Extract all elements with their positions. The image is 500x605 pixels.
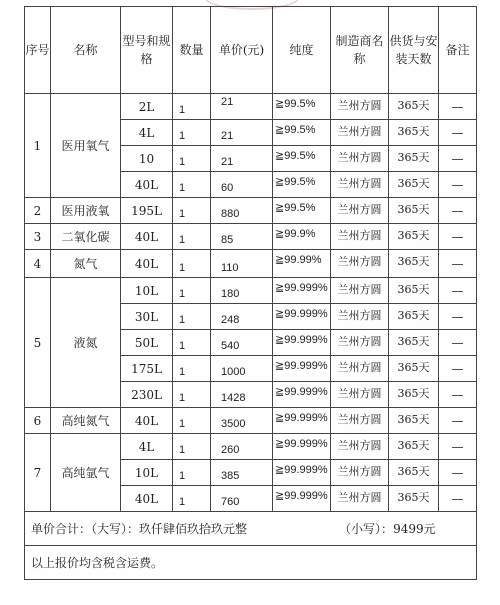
maker-cell: 兰州方圆 <box>331 304 389 330</box>
header-seq: 序号 <box>25 7 51 94</box>
maker-cell: 兰州方圆 <box>331 408 389 434</box>
maker-cell: 兰州方圆 <box>331 434 389 460</box>
note-cell: — <box>439 146 477 172</box>
total-big-value: 玖仟肆佰玖拾玖元整 <box>139 522 248 536</box>
maker-cell: 兰州方圆 <box>331 330 389 356</box>
purity-cell: ≧99.999% <box>273 356 331 382</box>
maker-cell: 兰州方圆 <box>331 146 389 172</box>
footnote-row <box>25 546 477 580</box>
days-cell: 365天 <box>389 224 439 250</box>
qty-cell: 1 <box>173 460 211 486</box>
spec-cell: 40L <box>121 172 173 198</box>
purity-cell: ≧99.99% <box>273 250 331 278</box>
days-cell: 365天 <box>389 330 439 356</box>
total-row <box>25 512 477 546</box>
days-cell: 365天 <box>389 250 439 278</box>
total-small-label: （小写）： <box>339 522 394 536</box>
header-name: 名称 <box>51 7 121 94</box>
qty-cell: 1 <box>173 408 211 434</box>
note-cell: — <box>439 94 477 120</box>
days-cell: 365天 <box>389 356 439 382</box>
days-cell: 365天 <box>389 382 439 408</box>
note-cell: — <box>439 330 477 356</box>
header-price: 单价(元) <box>211 7 273 94</box>
note-cell: — <box>439 250 477 278</box>
days-cell: 365天 <box>389 278 439 304</box>
qty-cell: 1 <box>173 278 211 304</box>
maker-cell: 兰州方圆 <box>331 198 389 224</box>
price-table <box>24 6 477 580</box>
days-cell: 365天 <box>389 146 439 172</box>
table-row <box>25 250 477 278</box>
spec-cell: 10L <box>121 278 173 304</box>
days-cell: 365天 <box>389 94 439 120</box>
spec-cell: 40L <box>121 224 173 250</box>
note-cell: — <box>439 408 477 434</box>
qty-cell: 1 <box>173 120 211 146</box>
qty-cell: 1 <box>173 172 211 198</box>
product-name-cell: 二氧化碳 <box>51 224 121 250</box>
note-cell: — <box>439 224 477 250</box>
maker-cell: 兰州方圆 <box>331 486 389 512</box>
footnote: 以上报价均含税含运费。 <box>25 546 477 580</box>
purity-cell: ≧99.5% <box>273 120 331 146</box>
purity-cell: ≧99.999% <box>273 434 331 460</box>
price-cell: 21 <box>211 146 273 172</box>
spec-cell: 40L <box>121 486 173 512</box>
maker-cell: 兰州方圆 <box>331 94 389 120</box>
purity-cell: ≧99.999% <box>273 330 331 356</box>
price-cell: 21 <box>211 94 273 120</box>
header-purity: 纯度 <box>273 7 331 94</box>
total-label: 单价合计： <box>31 522 92 536</box>
days-cell: 365天 <box>389 120 439 146</box>
spec-cell: 10 <box>121 146 173 172</box>
purity-cell: ≧99.999% <box>273 304 331 330</box>
total-big-label: （大写）： <box>91 522 140 536</box>
seq-cell: 1 <box>25 94 51 198</box>
purity-cell: ≧99.999% <box>273 278 331 304</box>
maker-cell: 兰州方圆 <box>331 382 389 408</box>
product-name-cell: 医用液氧 <box>51 198 121 224</box>
table-row <box>25 408 477 434</box>
qty-cell: 1 <box>173 382 211 408</box>
purity-cell: ≧99.999% <box>273 408 331 434</box>
qty-cell: 1 <box>173 486 211 512</box>
price-cell: 21 <box>211 120 273 146</box>
product-name-cell: 高纯氮气 <box>51 408 121 434</box>
header-maker: 制造商名称 <box>331 7 389 94</box>
price-cell: 880 <box>211 198 273 224</box>
price-cell: 3500 <box>211 408 273 434</box>
days-cell: 365天 <box>389 434 439 460</box>
maker-cell: 兰州方圆 <box>331 172 389 198</box>
purity-cell: ≧99.5% <box>273 172 331 198</box>
seq-cell: 5 <box>25 278 51 408</box>
table-row <box>25 434 477 460</box>
spec-cell: 10L <box>121 460 173 486</box>
price-cell: 760 <box>211 486 273 512</box>
spec-cell: 40L <box>121 250 173 278</box>
price-cell: 385 <box>211 460 273 486</box>
header-spec: 型号和规格 <box>121 7 173 94</box>
purity-cell: ≧99.5% <box>273 94 331 120</box>
spec-cell: 30L <box>121 304 173 330</box>
note-cell: — <box>439 172 477 198</box>
purity-cell: ≧99.5% <box>273 146 331 172</box>
header-qty: 数量 <box>173 7 211 94</box>
price-cell: 60 <box>211 172 273 198</box>
table-row <box>25 278 477 304</box>
spec-cell: 2L <box>121 94 173 120</box>
price-cell: 85 <box>211 224 273 250</box>
spec-cell: 4L <box>121 434 173 460</box>
qty-cell: 1 <box>173 356 211 382</box>
price-cell: 1428 <box>211 382 273 408</box>
product-name-cell: 医用氧气 <box>51 94 121 198</box>
qty-cell: 1 <box>173 434 211 460</box>
seq-cell: 2 <box>25 198 51 224</box>
header-days: 供货与安装天数 <box>389 7 439 94</box>
maker-cell: 兰州方圆 <box>331 356 389 382</box>
qty-cell: 1 <box>173 198 211 224</box>
note-cell: — <box>439 356 477 382</box>
table-row <box>25 94 477 120</box>
price-cell: 540 <box>211 330 273 356</box>
note-cell: — <box>439 460 477 486</box>
purity-cell: ≧99.999% <box>273 486 331 512</box>
qty-cell: 1 <box>173 94 211 120</box>
seq-cell: 3 <box>25 224 51 250</box>
seq-cell: 6 <box>25 408 51 434</box>
qty-cell: 1 <box>173 250 211 278</box>
product-name-cell: 液氮 <box>51 278 121 408</box>
price-cell: 110 <box>211 250 273 278</box>
header-row <box>25 7 477 94</box>
spec-cell: 230L <box>121 382 173 408</box>
price-cell: 260 <box>211 434 273 460</box>
days-cell: 365天 <box>389 172 439 198</box>
purity-cell: ≧99.5% <box>273 198 331 224</box>
days-cell: 365天 <box>389 408 439 434</box>
total-cell <box>25 512 477 546</box>
product-name-cell: 氮气 <box>51 250 121 278</box>
spec-cell: 50L <box>121 330 173 356</box>
qty-cell: 1 <box>173 304 211 330</box>
days-cell: 365天 <box>389 460 439 486</box>
table-body <box>25 94 477 512</box>
days-cell: 365天 <box>389 486 439 512</box>
maker-cell: 兰州方圆 <box>331 224 389 250</box>
price-cell: 248 <box>211 304 273 330</box>
product-name-cell: 高纯氩气 <box>51 434 121 512</box>
spec-cell: 175L <box>121 356 173 382</box>
total-small-value: 9499元 <box>393 522 436 536</box>
days-cell: 365天 <box>389 304 439 330</box>
maker-cell: 兰州方圆 <box>331 250 389 278</box>
note-cell: — <box>439 278 477 304</box>
days-cell: 365天 <box>389 198 439 224</box>
price-cell: 180 <box>211 278 273 304</box>
spec-cell: 195L <box>121 198 173 224</box>
qty-cell: 1 <box>173 146 211 172</box>
purity-cell: ≧99.999% <box>273 382 331 408</box>
note-cell: — <box>439 486 477 512</box>
note-cell: — <box>439 120 477 146</box>
note-cell: — <box>439 434 477 460</box>
purity-cell: ≧99.999% <box>273 460 331 486</box>
seq-cell: 7 <box>25 434 51 512</box>
note-cell: — <box>439 304 477 330</box>
qty-cell: 1 <box>173 224 211 250</box>
spec-cell: 4L <box>121 120 173 146</box>
maker-cell: 兰州方圆 <box>331 278 389 304</box>
maker-cell: 兰州方圆 <box>331 120 389 146</box>
note-cell: — <box>439 198 477 224</box>
spec-cell: 40L <box>121 408 173 434</box>
maker-cell: 兰州方圆 <box>331 460 389 486</box>
table-row <box>25 224 477 250</box>
qty-cell: 1 <box>173 330 211 356</box>
purity-cell: ≧99.9% <box>273 224 331 250</box>
price-cell: 1000 <box>211 356 273 382</box>
note-cell: — <box>439 382 477 408</box>
header-note: 备注 <box>439 7 477 94</box>
seq-cell: 4 <box>25 250 51 278</box>
table-row <box>25 198 477 224</box>
